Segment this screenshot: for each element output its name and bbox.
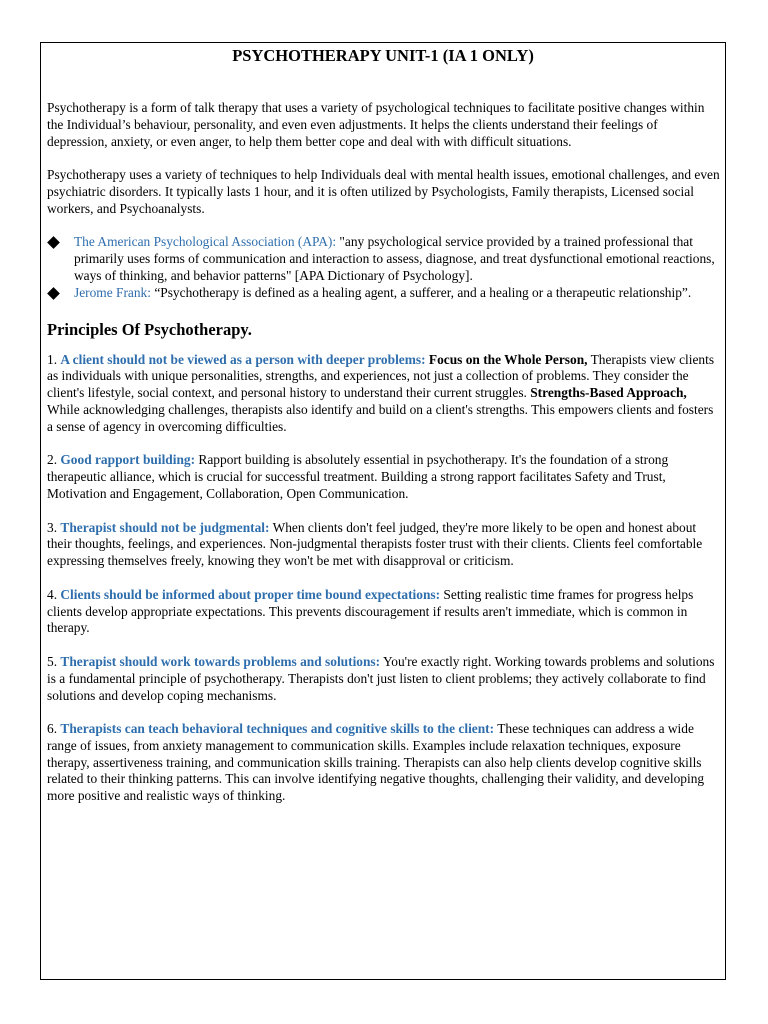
principle-heading: Clients should be informed about proper time bound expectations:: [60, 586, 441, 602]
principle-text: While acknowledging challenges, therapists also identify and build on a client's strengths. This empowers clients and fosters a sense of agency in overcoming difficulties.: [47, 401, 714, 434]
diamond-bullet-icon: [47, 237, 60, 250]
document-body: [47, 100, 721, 822]
principle-bold-phrase: Focus on the Whole Person,: [425, 351, 588, 367]
principle-number: 5.: [47, 653, 61, 669]
definitions-list: [47, 234, 721, 301]
definition-source: Jerome Frank:: [74, 284, 151, 300]
principle-heading: Therapist should not be judgmental:: [60, 519, 270, 535]
intro-paragraph-2: Psychotherapy uses a variety of techniques to help Individuals deal with mental health issues, emotional challenges, and even psychiatric disorders. It typically lasts 1 hour, and it is often utilized by Psychologists, Family therapists, Licensed social workers, and Psychoanalysts.: [47, 167, 720, 216]
definition-text: "any psychological service provided by a trained professional that primarily uses forms of communication and interaction to assess, diagnose, and treat dysfunctional emotional reactions, ways of thinking, and behavior patterns" [APA Dictionary of Psychology].: [74, 234, 715, 283]
principle-bold-phrase: Strengths-Based Approach,: [530, 385, 687, 401]
principle-2: [47, 452, 721, 502]
principle-text: These techniques can address a wide range of issues, from anxiety management to communication skills. Examples include relaxation techniques, exposure therapy, assertiveness training, and communication skills training. Therapists can also help clients develop cognitive skills related to their thinking patterns. This can involve identifying negative thoughts, challenging their validity, and developing more positive and realistic ways of thinking.: [47, 721, 705, 804]
principle-number: 6.: [47, 721, 61, 737]
principle-text: When clients don't feel judged, they're more likely to be open and honest about their thoughts, feelings, and experiences. Non-judgmental therapists foster trust with their clients. Clients feel comfortable expressing themselves freely, knowing they won't be met with disapproval or criticism.: [47, 519, 703, 569]
definition-text: “Psychotherapy is defined as a healing agent, a sufferer, and a healing or a therapeutic relationship”.: [150, 284, 692, 300]
principle-heading: Therapist should work towards problems and solutions:: [60, 653, 381, 669]
definition-apa: [47, 234, 721, 284]
principle-3: [47, 520, 721, 570]
principle-5: [47, 654, 721, 704]
principle-number: 3.: [47, 519, 61, 535]
definition-jerome-frank: [47, 285, 721, 302]
page-title: PSYCHOTHERAPY UNIT-1 (IA 1 ONLY): [232, 46, 534, 65]
principle-text: You're exactly right. Working towards problems and solutions is a fundamental principle of psychotherapy. Therapists don't just listen to client problems; they actively collaborate to find solutions and develop coping mechanisms.: [47, 653, 715, 703]
principle-number: 2.: [47, 452, 61, 468]
principle-text: Setting realistic time frames for progress helps clients develop appropriate expectations. This prevents discouragement if results aren't immediate, which is common in therapy.: [47, 586, 694, 636]
principle-heading: A client should not be viewed as a person with deeper problems:: [60, 351, 426, 367]
principle-4: [47, 587, 721, 637]
principle-number: 1.: [47, 351, 61, 367]
principle-number: 4.: [47, 586, 61, 602]
principle-1: [47, 352, 721, 436]
principle-text: Therapists view clients as individuals with unique personalities, strengths, and experiences, not just a collection of problems. They consider the client's lifestyle, social context, and personal history to understand their current struggles.: [47, 351, 715, 401]
document-page: [40, 42, 726, 980]
principles-heading: Principles Of Psychotherapy.: [47, 319, 252, 339]
principle-text: Rapport building is absolutely essential in psychotherapy. It's the foundation of a strong therapeutic alliance, which is crucial for successful treatment. Building a strong rapport facilitates Safety and Trust, Motivation and Engagement, Collaboration, Open Communication.: [47, 452, 669, 501]
principle-heading: Therapists can teach behavioral techniques and cognitive skills to the client:: [60, 721, 495, 737]
diamond-bullet-icon: [47, 287, 60, 300]
definition-source: The American Psychological Association (APA):: [74, 234, 337, 250]
intro-paragraph-1: Psychotherapy is a form of talk therapy that uses a variety of psychological techniques to facilitate positive changes within the Individual’s behaviour, personality, and even even adjustments. It helps the clients understand their feelings of depression, anxiety, or even anger, to help them better cope and deal with with difficult situations.: [47, 100, 705, 149]
principle-6: [47, 721, 721, 805]
principle-heading: Good rapport building:: [60, 452, 196, 468]
